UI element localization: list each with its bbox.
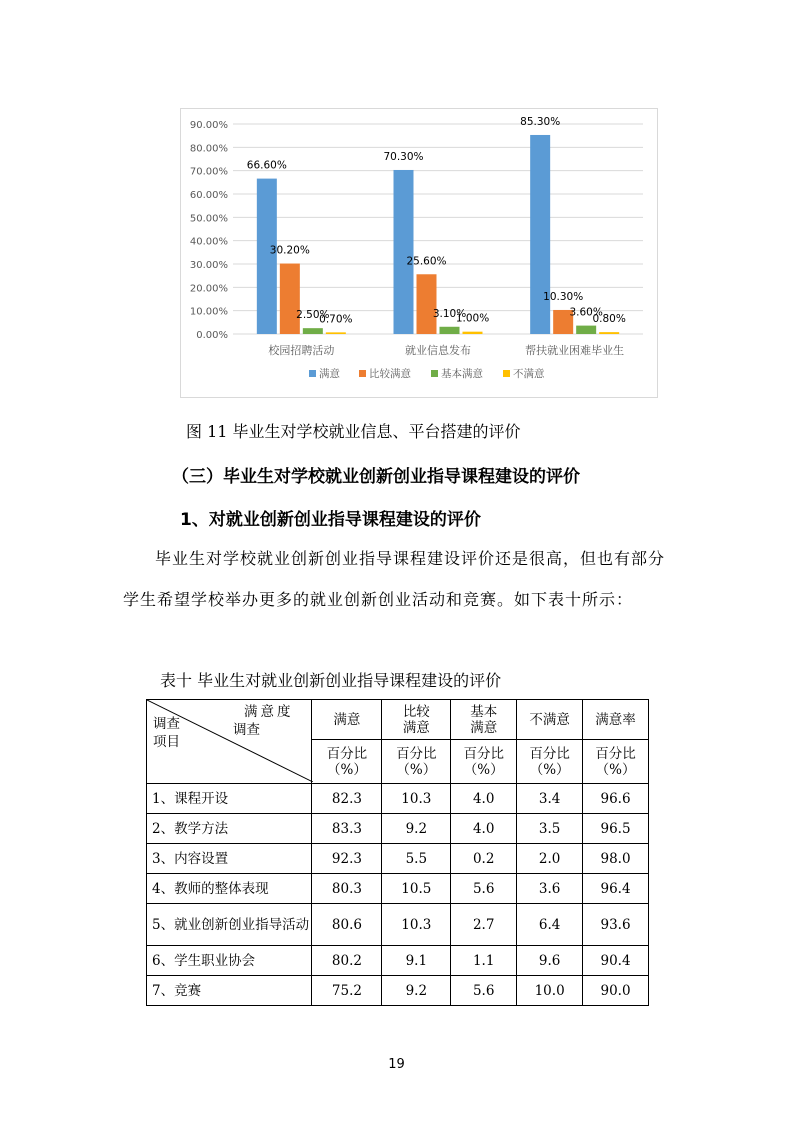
bar bbox=[463, 332, 483, 334]
row-label: 5、就业创新创业指导活动 bbox=[147, 904, 312, 946]
table-corner-cell bbox=[147, 700, 312, 784]
corner-label-left-2: 项目 bbox=[153, 734, 180, 750]
data-label: 0.70% bbox=[319, 313, 353, 326]
row-value: 0.2 bbox=[451, 844, 517, 874]
row-value: 80.3 bbox=[312, 874, 382, 904]
bar bbox=[394, 170, 414, 334]
row-value: 10.3 bbox=[382, 904, 451, 946]
bar-chart bbox=[180, 108, 658, 398]
header-cell: 满意 bbox=[312, 700, 382, 740]
y-tick-label: 10.00% bbox=[189, 306, 228, 318]
bar bbox=[599, 332, 619, 334]
chart-canvas bbox=[181, 109, 657, 397]
data-label: 3.60% bbox=[569, 306, 603, 319]
row-label: 2、教学方法 bbox=[147, 814, 312, 844]
row-value: 5.5 bbox=[382, 844, 451, 874]
row-value: 5.6 bbox=[451, 976, 517, 1006]
unit-cell: 百分比 （%） bbox=[451, 740, 517, 784]
x-tick-label: 就业信息发布 bbox=[405, 344, 471, 357]
bar bbox=[326, 332, 346, 334]
row-value: 9.1 bbox=[382, 946, 451, 976]
table-row bbox=[147, 874, 649, 904]
y-tick-label: 30.00% bbox=[189, 260, 228, 271]
row-value: 93.6 bbox=[583, 904, 649, 946]
row-value: 82.3 bbox=[312, 784, 382, 814]
data-label: 66.60% bbox=[246, 159, 287, 172]
data-label: 3.10% bbox=[432, 307, 467, 320]
y-tick-label: 80.00% bbox=[189, 143, 228, 155]
row-value: 1.1 bbox=[451, 946, 517, 976]
y-tick-label: 60.00% bbox=[189, 190, 228, 201]
table-row bbox=[147, 814, 649, 844]
legend-label: 比较满意 bbox=[369, 368, 411, 380]
row-value: 6.4 bbox=[517, 904, 583, 946]
x-tick-label: 校园招聘活动 bbox=[268, 344, 335, 357]
row-value: 3.6 bbox=[517, 874, 583, 904]
row-value: 96.6 bbox=[583, 784, 649, 814]
legend-swatch bbox=[309, 370, 316, 377]
legend-swatch bbox=[503, 370, 510, 377]
header-cell: 比较 满意 bbox=[382, 700, 451, 740]
data-label: 85.30% bbox=[520, 115, 561, 128]
unit-cell: 百分比 （%） bbox=[312, 740, 382, 784]
x-tick-label: 帮扶就业困难毕业生 bbox=[525, 344, 625, 357]
y-tick-label: 40.00% bbox=[189, 236, 228, 248]
row-value: 90.4 bbox=[583, 946, 649, 976]
y-tick-label: 90.00% bbox=[189, 120, 228, 131]
data-label: 2.50% bbox=[296, 309, 330, 322]
data-label: 0.80% bbox=[592, 313, 626, 326]
row-value: 80.2 bbox=[312, 946, 382, 976]
y-tick-label: 70.00% bbox=[189, 166, 228, 178]
unit-cell: 百分比 （%） bbox=[517, 740, 583, 784]
row-value: 10.3 bbox=[382, 784, 451, 814]
row-value: 3.4 bbox=[517, 784, 583, 814]
row-value: 75.2 bbox=[312, 976, 382, 1006]
bar bbox=[303, 328, 323, 334]
row-value: 9.2 bbox=[382, 814, 451, 844]
row-value: 10.0 bbox=[517, 976, 583, 1006]
row-value: 3.5 bbox=[517, 814, 583, 844]
body-paragraph: 毕业生对学校就业创新创业指导课程建设评价还是很高，但也有部分学生希望学校举办更多的就业创新创业活动和竞赛。如下表十所示： bbox=[123, 549, 666, 609]
table-row bbox=[147, 784, 649, 814]
legend-swatch bbox=[359, 370, 366, 377]
y-tick-label: 20.00% bbox=[189, 283, 228, 295]
evaluation-table bbox=[146, 699, 649, 1006]
row-value: 90.0 bbox=[583, 976, 649, 1006]
data-label: 70.30% bbox=[383, 150, 424, 163]
row-label: 7、竞赛 bbox=[147, 976, 312, 1006]
row-value: 96.5 bbox=[583, 814, 649, 844]
y-tick-label: 0.00% bbox=[196, 330, 228, 341]
row-value: 98.0 bbox=[583, 844, 649, 874]
row-value: 80.6 bbox=[312, 904, 382, 946]
table-caption: 表十 毕业生对就业创新创业指导课程建设的评价 bbox=[160, 671, 502, 690]
bar bbox=[576, 326, 596, 334]
table-row bbox=[147, 976, 649, 1006]
page-number: 19 bbox=[388, 1057, 405, 1072]
data-label: 1.00% bbox=[455, 312, 490, 325]
bar bbox=[417, 274, 437, 334]
section-heading: （三）毕业生对学校就业创新创业指导课程建设的评价 bbox=[172, 467, 580, 487]
data-label: 30.20% bbox=[269, 244, 310, 257]
corner-label-survey: 调查 bbox=[233, 722, 260, 738]
row-value: 2.7 bbox=[451, 904, 517, 946]
legend-label: 满意 bbox=[319, 368, 340, 380]
unit-cell: 百分比 （%） bbox=[583, 740, 649, 784]
legend-swatch bbox=[431, 370, 438, 377]
legend-label: 不满意 bbox=[513, 368, 545, 380]
bar bbox=[280, 264, 300, 334]
data-label: 25.60% bbox=[406, 255, 447, 268]
row-value: 92.3 bbox=[312, 844, 382, 874]
header-cell: 基本 满意 bbox=[451, 700, 517, 740]
row-label: 1、课程开设 bbox=[147, 784, 312, 814]
legend-label: 基本满意 bbox=[441, 368, 483, 380]
figure-caption: 图 11 毕业生对学校就业信息、平台搭建的评价 bbox=[186, 422, 521, 441]
row-value: 5.6 bbox=[451, 874, 517, 904]
corner-label-left-1: 调查 bbox=[153, 716, 180, 732]
row-value: 9.6 bbox=[517, 946, 583, 976]
row-value: 10.5 bbox=[382, 874, 451, 904]
table-body bbox=[147, 784, 649, 1006]
y-tick-label: 50.00% bbox=[189, 213, 228, 225]
row-value: 96.4 bbox=[583, 874, 649, 904]
row-value: 4.0 bbox=[451, 784, 517, 814]
header-cell: 不满意 bbox=[517, 700, 583, 740]
row-value: 2.0 bbox=[517, 844, 583, 874]
data-label: 10.30% bbox=[543, 290, 584, 303]
row-value: 4.0 bbox=[451, 814, 517, 844]
row-value: 9.2 bbox=[382, 976, 451, 1006]
corner-label-satisfaction: 满意度 bbox=[243, 704, 294, 720]
table-row bbox=[147, 946, 649, 976]
unit-cell: 百分比 （%） bbox=[382, 740, 451, 784]
subsection-heading: 1、对就业创新创业指导课程建设的评价 bbox=[180, 510, 481, 530]
bar bbox=[530, 135, 550, 334]
table-row bbox=[147, 844, 649, 874]
header-cell: 满意率 bbox=[583, 700, 649, 740]
row-label: 6、学生职业协会 bbox=[147, 946, 312, 976]
row-value: 83.3 bbox=[312, 814, 382, 844]
table-row bbox=[147, 904, 649, 946]
bar bbox=[440, 327, 460, 334]
row-label: 4、教师的整体表现 bbox=[147, 874, 312, 904]
row-label: 3、内容设置 bbox=[147, 844, 312, 874]
